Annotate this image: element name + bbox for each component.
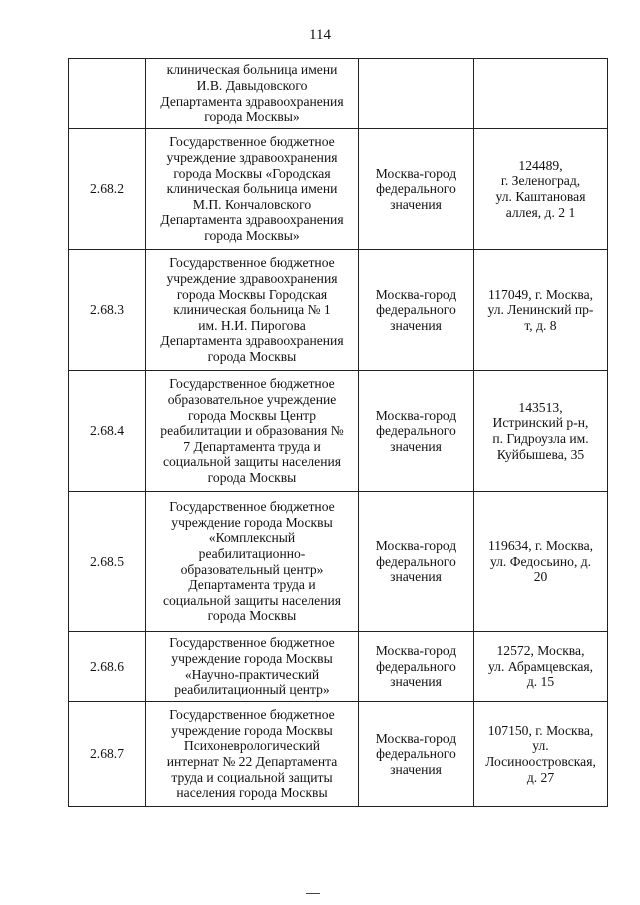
page-number: 114 xyxy=(309,27,331,43)
city-status: Москва-город федерального значения xyxy=(359,371,474,492)
row-number: 2.68.4 xyxy=(69,371,146,492)
city-status: Москва-город федерального значения xyxy=(359,632,474,702)
table-row xyxy=(69,702,608,807)
row-number: 2.68.5 xyxy=(69,492,146,632)
institution-name: Государственное бюджетное учреждение города Москвы «Комплексный реабилитационно- образовательный центр» Департамента труда и социальной защиты населения города Москвы xyxy=(146,492,359,632)
city-status xyxy=(359,59,474,129)
institution-name: Государственное бюджетное учреждение города Москвы Психоневрологический интернат № 22 Департамента труда и социальной защиты населения города Москвы xyxy=(146,702,359,807)
row-number: 2.68.7 xyxy=(69,702,146,807)
address: 107150, г. Москва, ул. Лосиноостровская, д. 27 xyxy=(474,702,608,807)
city-status: Москва-город федерального значения xyxy=(359,250,474,371)
address xyxy=(474,59,608,129)
address: 119634, г. Москва, ул. Федосьино, д. 20 xyxy=(474,492,608,632)
institution-name: Государственное бюджетное учреждение города Москвы «Научно-практический реабилитационный центр» xyxy=(146,632,359,702)
row-number: 2.68.3 xyxy=(69,250,146,371)
table-row xyxy=(69,59,608,129)
table-row xyxy=(69,371,608,492)
address: 117049, г. Москва, ул. Ленинский пр- т, д. 8 xyxy=(474,250,608,371)
institution-name: Государственное бюджетное учреждение здравоохранения города Москвы «Городская клиническая больница имени М.П. Кончаловского Департамента здравоохранения города Москвы» xyxy=(146,129,359,250)
page-mark xyxy=(306,893,320,894)
table-row xyxy=(69,129,608,250)
city-status: Москва-город федерального значения xyxy=(359,492,474,632)
address: 12572, Москва, ул. Абрамцевская, д. 15 xyxy=(474,632,608,702)
institution-name: Государственное бюджетное учреждение здравоохранения города Москвы Городская клиническая больница № 1 им. Н.И. Пирогова Департамента здравоохранения города Москвы xyxy=(146,250,359,371)
table-row xyxy=(69,492,608,632)
table-row xyxy=(69,250,608,371)
city-status: Москва-город федерального значения xyxy=(359,129,474,250)
institution-name: клиническая больница имени И.В. Давыдовского Департамента здравоохранения города Москвы» xyxy=(146,59,359,129)
table-row xyxy=(69,632,608,702)
institutions-table xyxy=(68,58,608,807)
row-number: 2.68.6 xyxy=(69,632,146,702)
address: 124489, г. Зеленоград, ул. Каштановая аллея, д. 2 1 xyxy=(474,129,608,250)
address: 143513, Истринский р-н, п. Гидроузла им. Куйбышева, 35 xyxy=(474,371,608,492)
row-number: 2.68.2 xyxy=(69,129,146,250)
institution-name: Государственное бюджетное образовательное учреждение города Москвы Центр реабилитации и образования № 7 Департамента труда и социальной защиты населения города Москвы xyxy=(146,371,359,492)
row-number xyxy=(69,59,146,129)
city-status: Москва-город федерального значения xyxy=(359,702,474,807)
